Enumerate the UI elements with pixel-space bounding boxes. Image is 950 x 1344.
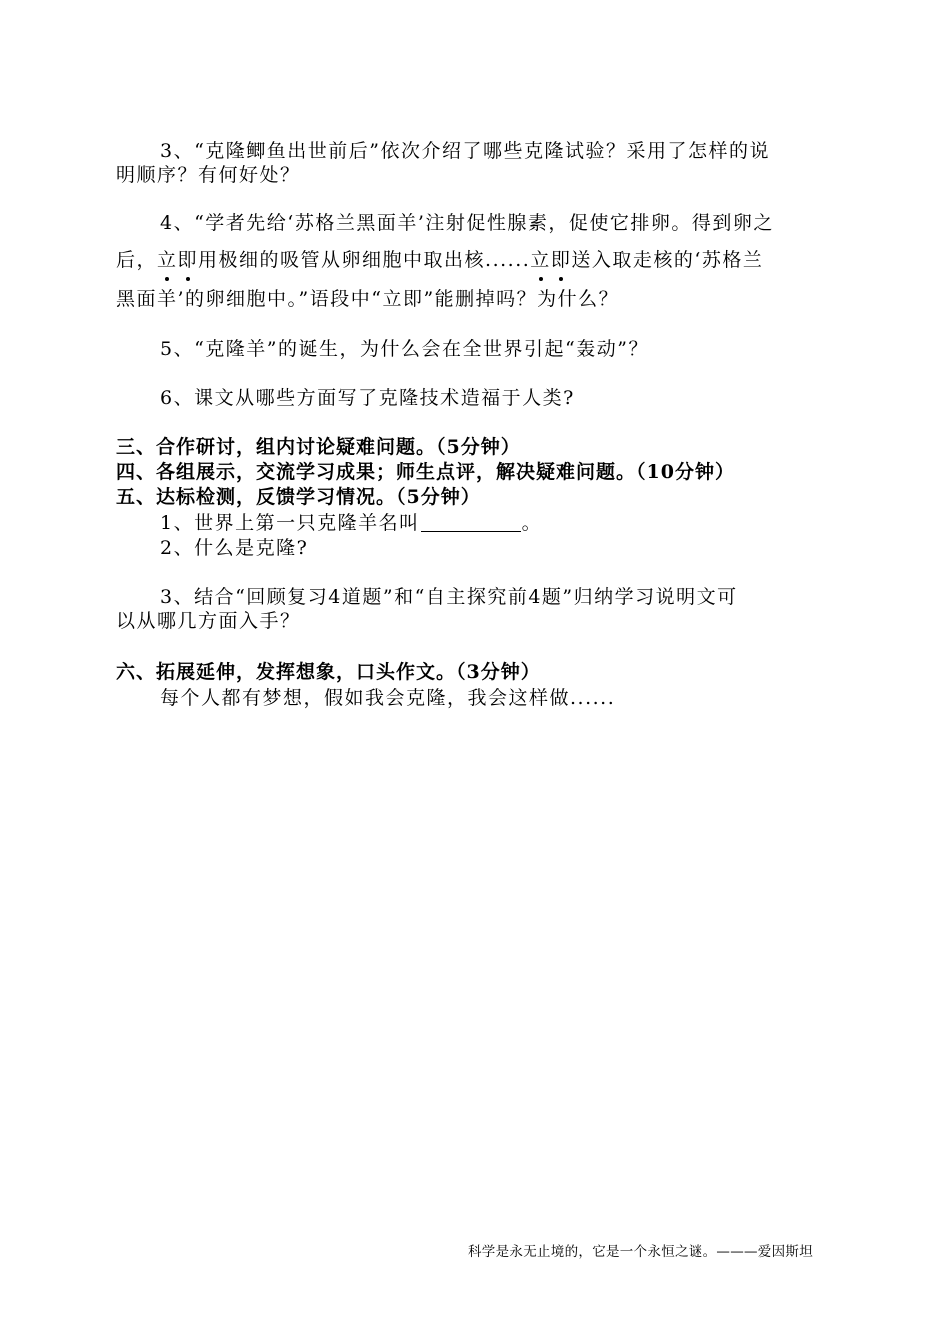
question-3-line-1: 3、“克隆鲫鱼出世前后”依次介绍了哪些克隆试验？采用了怎样的说 bbox=[160, 140, 771, 162]
question-4-text-c: 送入取走核的‘苏格兰 bbox=[571, 249, 764, 271]
section-6-heading: 六、拓展延伸，发挥想象，口头作文。（3分钟） bbox=[116, 661, 541, 683]
question-4-text-a: 后， bbox=[116, 249, 158, 271]
test-question-2: 2、什么是克隆? bbox=[160, 537, 309, 559]
extension-prompt: 每个人都有梦想，假如我会克隆，我会这样做...... bbox=[160, 687, 616, 709]
test-question-3-line-2: 以从哪几方面入手？ bbox=[116, 610, 301, 632]
emphasized-word bbox=[157, 249, 198, 271]
question-6: 6、课文从哪些方面写了克隆技术造福于人类? bbox=[160, 387, 575, 409]
test-question-1-suffix: 。 bbox=[521, 512, 543, 534]
test-question-1-prefix: 1、世界上第一只克隆羊名叫 bbox=[160, 512, 420, 534]
fill-in-blank[interactable] bbox=[421, 511, 521, 532]
question-4-line-3: 黑面羊’的卵细胞中。”语段中“立即”能删掉吗？为什么？ bbox=[116, 288, 620, 310]
emphasis-dot-char: 立 bbox=[157, 245, 178, 275]
test-question-3-line-1: 3、结合“回顾复习4道题”和“自主探究前4题”归纳学习说明文可 bbox=[160, 586, 738, 608]
footer-quote: 科学是永无止境的，它是一个永恒之谜。———爱因斯坦 bbox=[468, 1244, 813, 1260]
emphasis-dot-char: 立 bbox=[530, 245, 551, 275]
emphasis-dot-char: 即 bbox=[551, 245, 572, 275]
question-4-line-1: 4、“学者先给‘苏格兰黑面羊’注射促性腺素，促使它排卵。得到卵之 bbox=[160, 212, 774, 234]
question-4-text-b: 用极细的吸管从卵细胞中取出核...... bbox=[198, 249, 531, 271]
emphasis-dot-char: 即 bbox=[178, 245, 199, 275]
section-5-heading: 五、达标检测，反馈学习情况。（5分钟） bbox=[116, 486, 481, 508]
emphasized-word bbox=[530, 249, 571, 271]
question-5: 5、“克隆羊”的诞生，为什么会在全世界引起“轰动”？ bbox=[160, 338, 649, 360]
question-3-line-2: 明顺序？有何好处？ bbox=[116, 164, 301, 186]
question-4-line-2 bbox=[116, 245, 850, 275]
section-4-heading: 四、各组展示，交流学习成果；师生点评，解决疑难问题。（10分钟） bbox=[116, 461, 735, 483]
section-3-heading: 三、合作研讨，组内讨论疑难问题。（5分钟） bbox=[116, 436, 521, 458]
